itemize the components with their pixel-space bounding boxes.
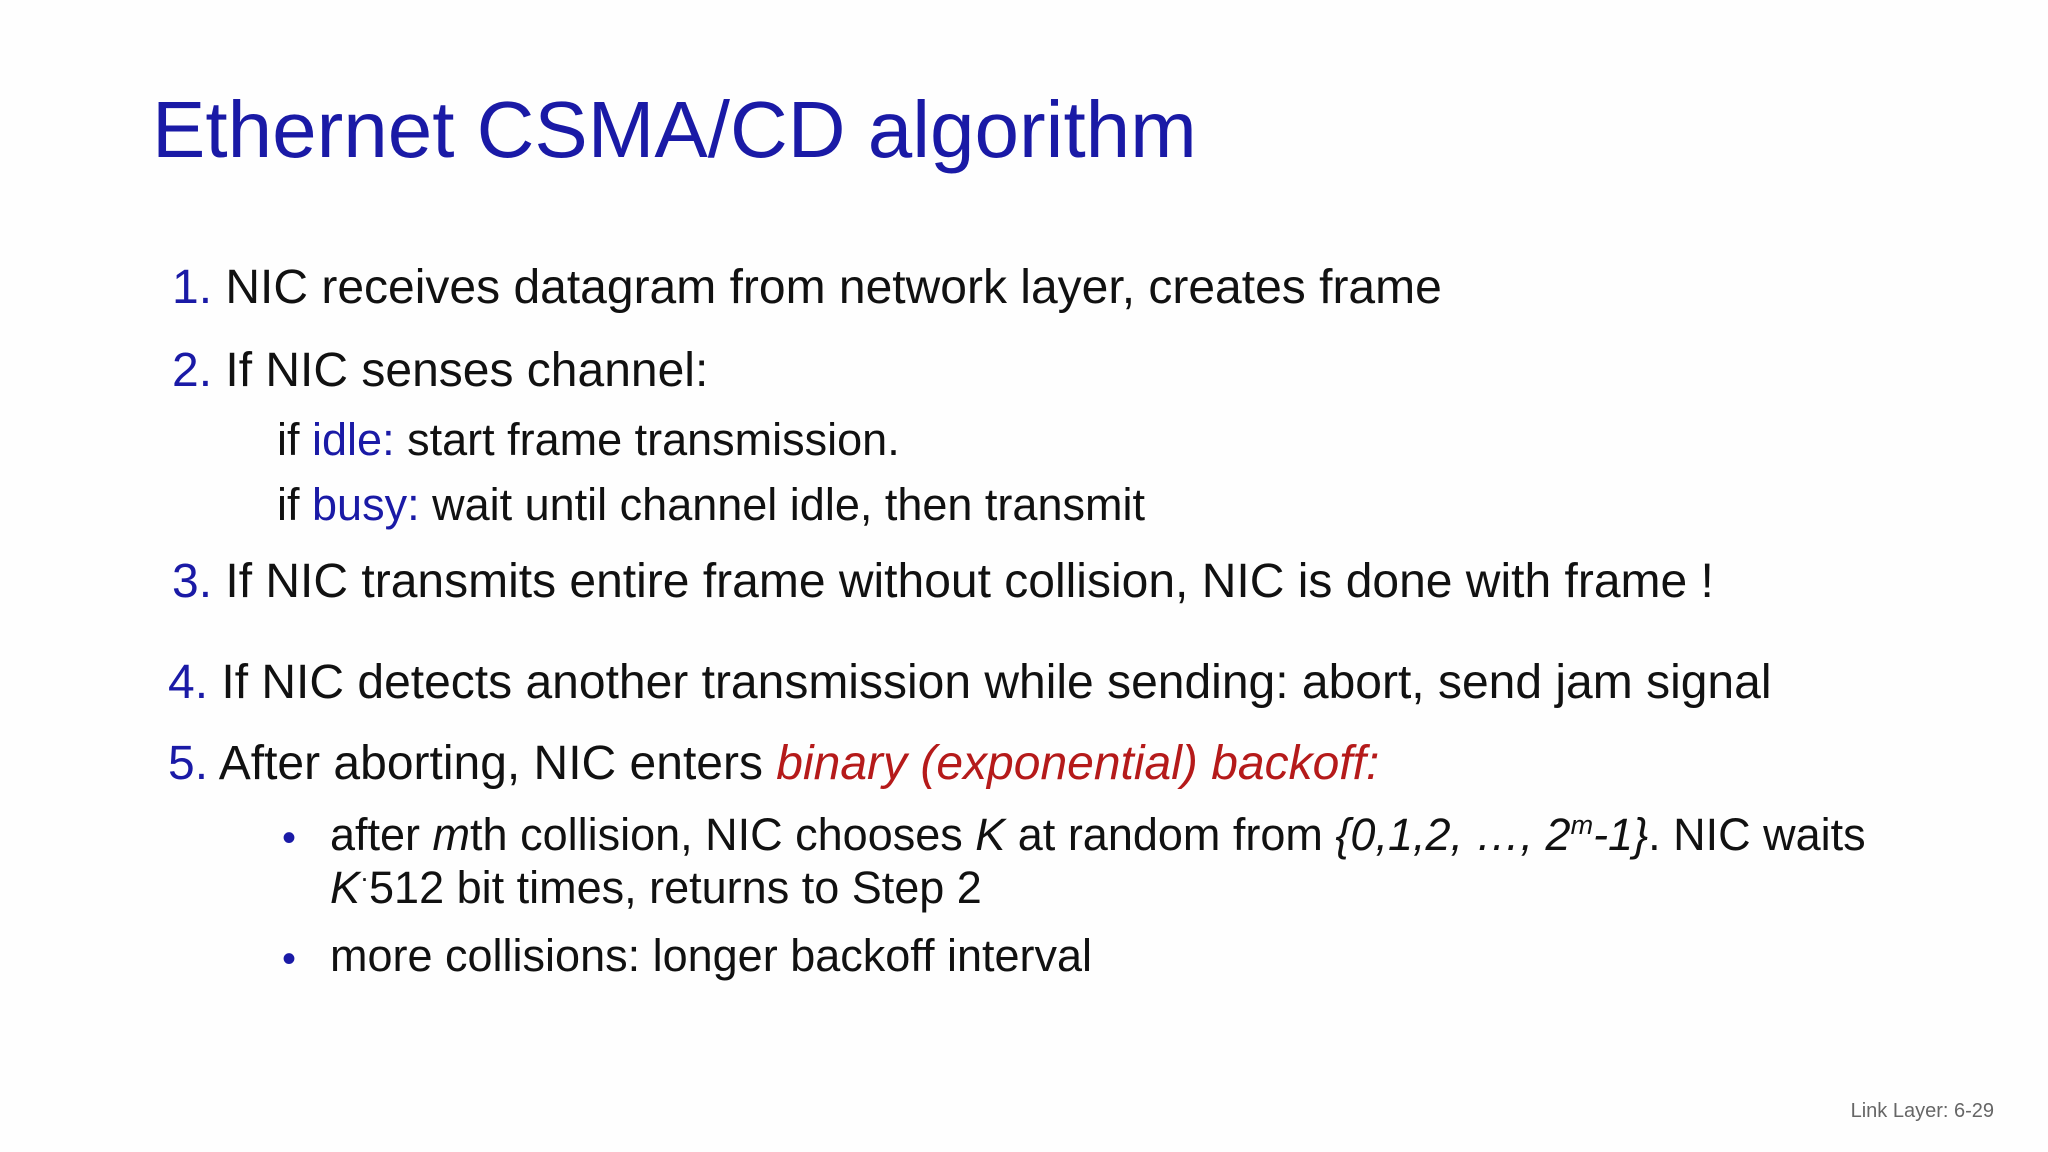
step-number: 4. xyxy=(168,656,209,709)
step-text: After aborting, NIC enters xyxy=(218,737,777,790)
keyword-busy: busy: xyxy=(312,479,420,530)
step-text: NIC receives datagram from network layer, creates frame xyxy=(225,261,1442,314)
step-number: 3. xyxy=(172,555,213,608)
slide-footer: Link Layer: 6-29 xyxy=(1850,1100,1994,1122)
step-3 xyxy=(172,553,1714,611)
bullet-icon: • xyxy=(282,816,297,860)
step-text: If NIC transmits entire frame without collision, NIC is done with frame ! xyxy=(225,555,1714,608)
text-run: 512 bit times, returns to Step 2 xyxy=(369,862,982,913)
sub-text: start frame transmission. xyxy=(394,414,900,465)
slide-title: Ethernet CSMA/CD algorithm xyxy=(152,85,1197,174)
sub-prefix: if xyxy=(277,479,313,530)
step-5 xyxy=(168,735,1379,793)
bullet-icon: • xyxy=(282,937,297,981)
text-run: more collisions: longer backoff interval xyxy=(330,930,1093,981)
step-1 xyxy=(172,259,1442,317)
bullet-line-2 xyxy=(330,929,1092,983)
backoff-emphasis: binary (exponential) backoff: xyxy=(776,737,1380,790)
bullet-line-1-cont xyxy=(330,861,982,915)
variable-k: K xyxy=(330,862,361,913)
set-start: {0,1,2, …, 2 xyxy=(1335,809,1571,860)
multiply-dot: · xyxy=(360,863,370,893)
text-run: . NIC waits xyxy=(1648,809,1866,860)
step-4 xyxy=(168,654,1771,712)
variable-k: K xyxy=(975,809,1006,860)
text-run: after xyxy=(330,809,433,860)
step-2 xyxy=(172,342,708,400)
text-run: th collision, NIC chooses xyxy=(470,809,976,860)
bullet-line-1 xyxy=(330,808,1866,862)
sub-prefix: if xyxy=(277,414,313,465)
step-number: 1. xyxy=(172,261,213,314)
step-text: If NIC senses channel: xyxy=(225,344,709,397)
keyword-idle: idle: xyxy=(312,414,395,465)
step-number: 5. xyxy=(168,737,209,790)
sub-text: wait until channel idle, then transmit xyxy=(419,479,1145,530)
step-number: 2. xyxy=(172,344,213,397)
variable-m: m xyxy=(432,809,471,860)
sub-item-idle xyxy=(277,413,900,467)
set-exponent: m xyxy=(1570,810,1594,840)
sub-item-busy xyxy=(277,478,1145,532)
set-end: -1} xyxy=(1593,809,1649,860)
step-text: If NIC detects another transmission while sending: abort, send jam signal xyxy=(221,656,1772,709)
text-run: at random from xyxy=(1005,809,1336,860)
